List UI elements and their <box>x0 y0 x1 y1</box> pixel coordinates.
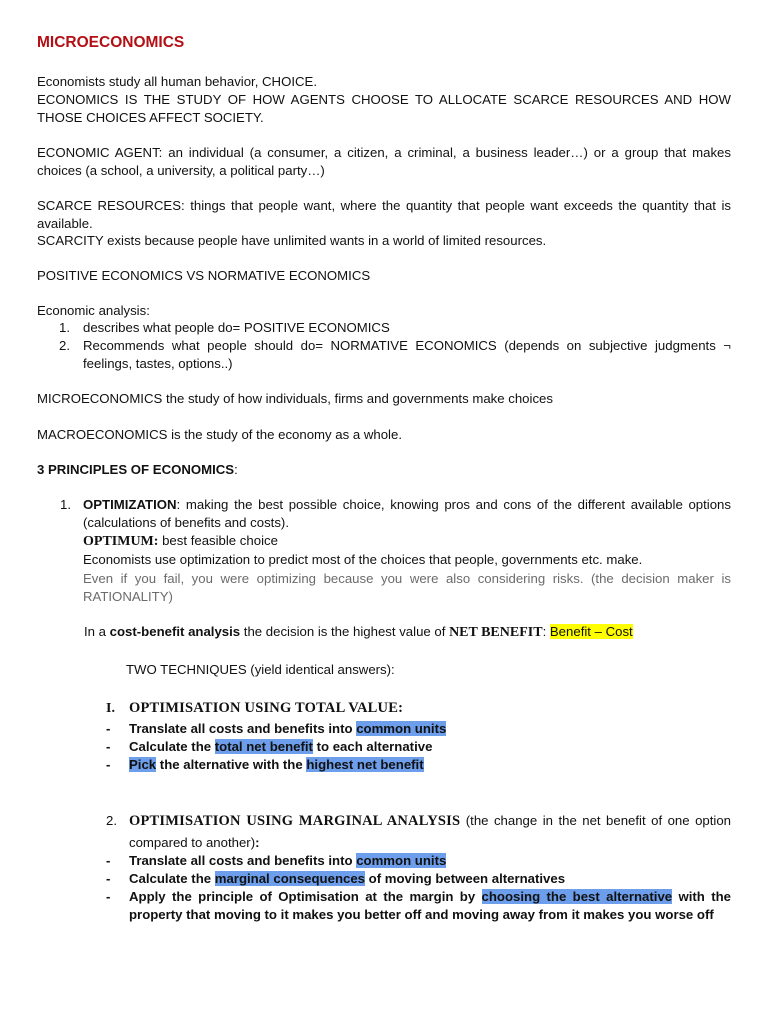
scarcity-line: SCARCITY exists because people have unlimited wants in a world of limited resources. <box>37 233 547 248</box>
marginal-bullet-3 <box>129 888 731 923</box>
marginal-heading-term: OPTIMISATION USING MARGINAL ANALYSIS <box>129 813 461 829</box>
tv-b2-post: to each alternative <box>312 739 433 754</box>
optimization-desc: : making the best possible choice, knowing pros and cons of the different available options (calculations of benefits and costs). <box>83 497 731 530</box>
bullet-dash: - <box>106 757 111 772</box>
macroeconomics-definition: MACROECONOMICS is the study of the economy as a whole. <box>37 427 402 442</box>
scarce-resources-paragraph: SCARCE RESOURCES: things that people want, where the quantity that people want exceeds the quantity that is available. <box>37 198 731 231</box>
marginal-bullet-2 <box>129 870 565 888</box>
optimum-desc: best feasible choice <box>158 533 278 548</box>
ma-b2-post: of moving between alternatives <box>365 871 566 886</box>
ma-b3-highlight: choosing the best alternative <box>481 889 673 904</box>
cba-term: cost-benefit analysis <box>109 624 241 639</box>
tv-b1-text: Translate all costs and benefits into <box>129 721 357 736</box>
tv-b2-text: Calculate the <box>129 739 215 754</box>
principles-heading-text: 3 PRINCIPLES OF ECONOMICS <box>37 462 235 477</box>
ma-b3-post: with the property that moving to it makes you better off and moving away from it makes you worse off <box>129 889 732 922</box>
net-benefit-formula: Benefit – Cost <box>549 624 633 639</box>
total-value-heading: OPTIMISATION USING TOTAL VALUE: <box>129 700 404 716</box>
ma-b1-text: Translate all costs and benefits into <box>129 853 357 868</box>
optimization-use-line: Economists use optimization to predict most of the choices that people, governments etc. make. <box>83 552 643 567</box>
total-value-bullet-1 <box>129 720 446 738</box>
list-number: 1. <box>60 497 71 512</box>
marginal-analysis-heading <box>129 810 731 853</box>
ma-b1-highlight: common units <box>356 853 447 868</box>
microeconomics-definition: MICROECONOMICS the study of how individuals, firms and governments make choices <box>37 391 553 406</box>
list-item-normative: Recommends what people should do= NORMATIVE ECONOMICS (depends on subjective judgments ¬ feelings, tastes, options..) <box>83 338 731 371</box>
ma-b2-text: Calculate the <box>129 871 215 886</box>
cba-colon: : <box>542 624 550 639</box>
marginal-bullet-1 <box>129 852 446 870</box>
cba-mid: the decision is the highest value of <box>240 624 450 639</box>
optimization-definition <box>83 496 731 531</box>
intro-line-1: Economists study all human behavior, CHOICE. <box>37 74 317 89</box>
tv-b3-mid: the alternative with the <box>156 757 307 772</box>
bullet-dash: - <box>106 871 111 886</box>
tv-b3-highlight-2: highest net benefit <box>306 757 424 772</box>
economic-agent-paragraph: ECONOMIC AGENT: an individual (a consumer, a citizen, a criminal, a business leader…) or a group that makes choices (a school, a university, a political party…) <box>37 145 731 178</box>
total-value-bullet-2 <box>129 738 432 756</box>
tv-b3-highlight-1: Pick <box>129 757 157 772</box>
positive-vs-normative-heading: POSITIVE ECONOMICS VS NORMATIVE ECONOMICS <box>37 268 371 283</box>
list-number: 2. <box>59 338 70 353</box>
ma-b3-text: Apply the principle of Optimisation at the margin by <box>129 889 482 904</box>
ma-b2-highlight: marginal consequences <box>214 871 365 886</box>
list-number: I. <box>106 701 115 716</box>
list-number: 1. <box>59 320 70 335</box>
bullet-dash: - <box>106 853 111 868</box>
rationality-note: Even if you fail, you were optimizing because you were also considering risks. (the decision maker is RATIONALITY) <box>83 571 731 604</box>
tv-b2-highlight: total net benefit <box>214 739 313 754</box>
optimization-term: OPTIMIZATION <box>83 497 177 512</box>
marginal-desc: (the change in the net benefit of one option compared to another) <box>129 813 731 850</box>
analysis-heading: Economic analysis: <box>37 303 150 318</box>
bullet-dash: - <box>106 721 111 736</box>
net-benefit-term: NET BENEFIT <box>449 625 543 640</box>
tv-b1-highlight: common units <box>356 721 447 736</box>
intro-line-2: ECONOMICS IS THE STUDY OF HOW AGENTS CHOOSE TO ALLOCATE SCARCE RESOURCES AND HOW THOSE CHOICES AFFECT SOCIETY. <box>37 92 731 125</box>
optimum-term: OPTIMUM: <box>83 534 159 549</box>
list-item-positive: describes what people do= POSITIVE ECONOMICS <box>83 320 390 335</box>
page-title: MICROECONOMICS <box>37 34 185 51</box>
cost-benefit-line <box>84 623 633 642</box>
principles-heading-colon: : <box>234 462 238 477</box>
principles-heading <box>37 461 238 479</box>
cba-pre: In a <box>84 624 110 639</box>
two-techniques-line: TWO TECHNIQUES (yield identical answers): <box>126 662 395 677</box>
list-number: 2. <box>106 813 117 828</box>
total-value-bullet-3 <box>129 756 424 774</box>
bullet-dash: - <box>106 739 111 754</box>
optimum-line <box>83 532 278 551</box>
marginal-colon: : <box>255 835 260 850</box>
bullet-dash: - <box>106 889 111 904</box>
